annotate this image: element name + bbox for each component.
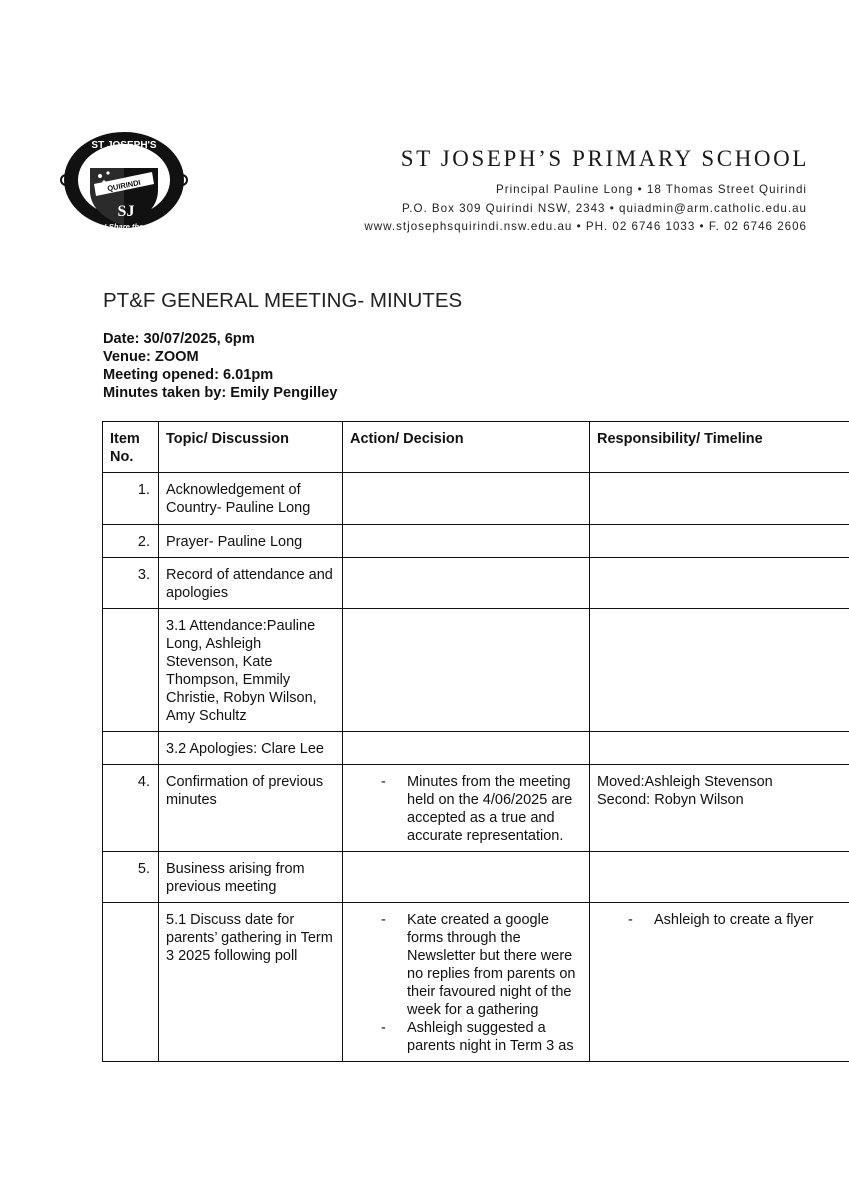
table-row (103, 558, 849, 609)
moved-by: Moved:Ashleigh Stevenson (597, 774, 773, 790)
item-topic: Confirmation of previous minutes (159, 765, 343, 852)
action-bullet: - Minutes from the meeting held on the 4/06/2025 are accepted as a true and accurate representation. (350, 773, 582, 845)
contact-line-principal: Principal Pauline Long • 18 Thomas Street Quirindi (496, 183, 807, 196)
item-topic: Prayer- Pauline Long (159, 525, 343, 558)
table-row (103, 732, 849, 765)
crest-motto-text: Come! Share the Spirit (83, 222, 165, 231)
item-topic: 5.1 Discuss date for parents’ gathering in Term 3 2025 following poll (159, 903, 343, 1062)
document-title: PT&F GENERAL MEETING- MINUTES (103, 289, 463, 312)
minutes-taker: Minutes taken by: Emily Pengilley (103, 385, 338, 401)
item-action (343, 609, 590, 732)
item-topic: Record of attendance and apologies (159, 558, 343, 609)
item-responsibility (590, 473, 849, 525)
item-responsibility (590, 525, 849, 558)
item-number: 3. (103, 558, 159, 609)
contact-line-postal: P.O. Box 309 Quirindi NSW, 2343 • quiadmin@arm.catholic.edu.au (402, 202, 807, 215)
table-row (103, 609, 849, 732)
meeting-details (103, 330, 337, 402)
seconded-by: Second: Robyn Wilson (597, 792, 744, 808)
meeting-opened: Meeting opened: 6.01pm (103, 367, 274, 383)
item-number: 1. (103, 473, 159, 525)
item-number: 5. (103, 852, 159, 903)
item-number: 4. (103, 765, 159, 852)
item-number (103, 609, 159, 732)
responsibility-bullet: - Ashleigh to create a flyer (597, 911, 842, 929)
item-action (343, 558, 590, 609)
crest-quirindi-text: QUIRINDI (106, 177, 142, 194)
item-action (343, 852, 590, 903)
header-action: Action/ Decision (343, 422, 590, 473)
item-topic: 3.1 Attendance:Pauline Long, Ashleigh Stevenson, Kate Thompson, Emmily Christie, Robyn Wilson, Amy Schultz (159, 609, 343, 732)
item-responsibility (590, 852, 849, 903)
item-responsibility (590, 903, 849, 1062)
item-responsibility (590, 609, 849, 732)
item-responsibility (590, 558, 849, 609)
item-responsibility (590, 732, 849, 765)
action-bullet: - Kate created a google forms through the Newsletter but there were no replies from parents on their favoured night of the week for a gathering (350, 911, 582, 1019)
item-action (343, 765, 590, 852)
school-crest-logo (60, 128, 190, 238)
table-row (103, 525, 849, 558)
item-topic: 3.2 Apologies: Clare Lee (159, 732, 343, 765)
minutes-table (102, 421, 849, 1062)
item-action (343, 732, 590, 765)
crest-monogram: SJ (117, 203, 135, 220)
table-header-row (103, 422, 849, 473)
table-row (103, 765, 849, 852)
table-row (103, 852, 849, 903)
action-bullet: - Ashleigh suggested a parents night in Term 3 as (350, 1019, 582, 1055)
item-number: 2. (103, 525, 159, 558)
meeting-venue: Venue: ZOOM (103, 349, 199, 365)
item-action (343, 525, 590, 558)
item-number (103, 903, 159, 1062)
school-name: ST JOSEPH’S PRIMARY SCHOOL (400, 146, 809, 171)
crest-top-text: ST JOSEPH'S (91, 140, 157, 151)
contact-line-web-phone: www.stjosephsquirindi.nsw.edu.au • PH. 02 6746 1033 • F. 02 6746 2606 (364, 220, 807, 233)
item-action (343, 903, 590, 1062)
item-number (103, 732, 159, 765)
meeting-date: Date: 30/07/2025, 6pm (103, 331, 255, 347)
item-responsibility (590, 765, 849, 852)
item-topic: Business arising from previous meeting (159, 852, 343, 903)
table-row (103, 473, 849, 525)
table-row (103, 903, 849, 1062)
item-action (343, 473, 590, 525)
header-responsibility: Responsibility/ Timeline (590, 422, 849, 473)
item-topic: Acknowledgement of Country- Pauline Long (159, 473, 343, 525)
header-topic: Topic/ Discussion (159, 422, 343, 473)
header-item-no: Item No. (103, 422, 159, 473)
